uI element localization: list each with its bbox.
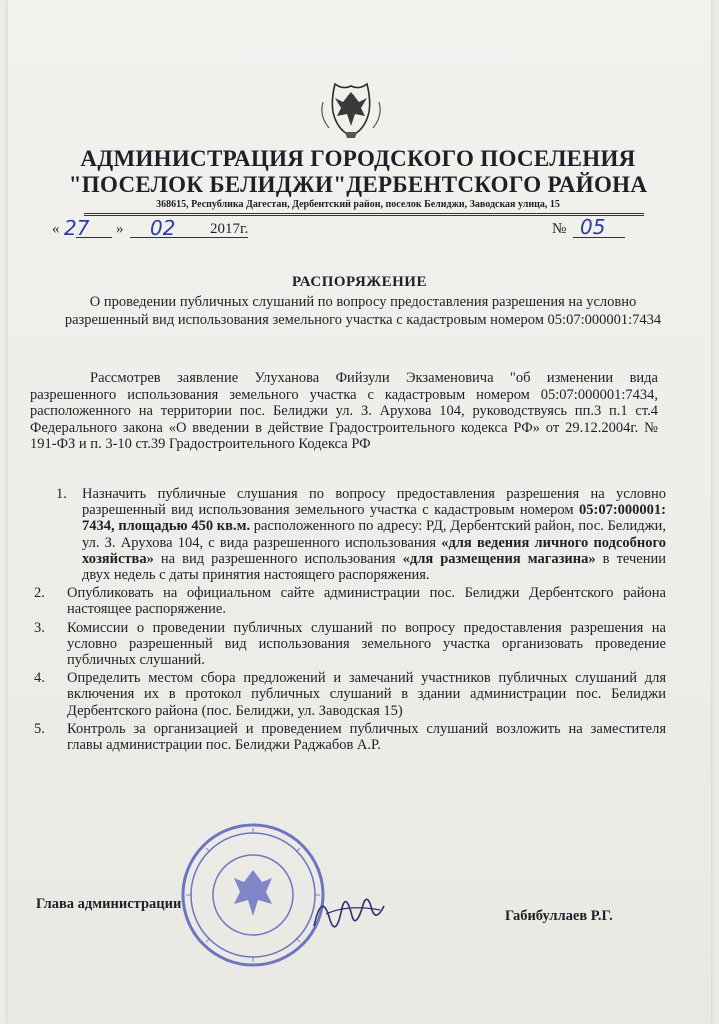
item-number: 1. <box>56 486 67 502</box>
organization-address: 368615, Республика Дагестан, Дербентский район, поселок Белиджи, Заводская улица, 15 <box>156 199 560 210</box>
item-text: Комиссии о проведении публичных слушаний по вопросу предоставления разрешения на условно разрешенный вид использования земельного участка организовать проведение публичных слушаний. <box>67 619 666 669</box>
header-rule <box>84 213 644 214</box>
item-text-part: на вид разрешенного использования <box>153 550 403 567</box>
date-day: 27 <box>64 216 90 240</box>
date-day-underline <box>76 237 112 238</box>
item-text: Контроль за организацией и проведением публичных слушаний возложить на заместителя главы администрации пос. Белиджи Раджабов А.Р. <box>67 720 666 754</box>
coat-of-arms-icon <box>315 72 387 142</box>
signatory-name: Габибуллаев Р.Г. <box>505 908 613 924</box>
list-item <box>34 721 666 753</box>
handwritten-signature <box>308 880 388 940</box>
current-use-type: «для ведения личного подсобного хозяйства» <box>82 534 666 567</box>
item-text-part: в течении двух недель с даты принятия настоящего распоряжения. <box>82 550 666 584</box>
item-number: 4. <box>34 670 45 687</box>
item-text-part: расположенного по адресу: РД, Дербентский район, пос. Белиджи, ул. З. Арухова 104, с вида разрешенного использования <box>82 518 666 551</box>
list-item <box>34 585 666 617</box>
item-text-part: Назначить публичные слушания по вопросу предоставления разрешения на условно разрешенный вид использования земельного участка с кадастровым номером <box>82 486 666 519</box>
number-label: № <box>552 221 567 237</box>
date-year: 2017г. <box>210 221 249 237</box>
document-title: РАСПОРЯЖЕНИЕ <box>292 274 427 290</box>
number-underline <box>573 237 625 238</box>
document-page <box>8 0 711 1024</box>
item-number: 5. <box>34 720 45 737</box>
item-number: 3. <box>34 619 45 636</box>
date-close-quote: » <box>116 221 124 237</box>
organization-name-line1: АДМИНИСТРАЦИЯ ГОРОДСКОГО ПОСЕЛЕНИЯ <box>80 146 636 171</box>
list-item <box>34 620 666 669</box>
official-seal-stamp-icon <box>178 820 328 970</box>
organization-name-line2: "ПОСЕЛОК БЕЛИДЖИ"ДЕРБЕНТСКОГО РАЙОНА <box>68 172 648 197</box>
preamble-paragraph: Рассмотрев заявление Улуханова Фийзули Экзаменовича "об изменении вида разрешенного использования земельного участка с кадастровым номером 05:07:000001:7434, расположенного на территории пос. Белиджи ул. З. Арухова 104, руководствуясь пп.3 п.1 ст.4 Федерального закона «О введении в действие Градостроительного кодекса РФ» от 29.12.2004г. № 191-ФЗ и п. 3-10 ст.39 Градостроительного Кодекса РФ <box>30 370 658 452</box>
list-item <box>34 670 666 719</box>
list-item <box>34 486 666 583</box>
item-number: 2. <box>34 585 45 602</box>
order-items-list <box>34 486 666 755</box>
cadastral-number-area: 05:07:000001: 7434, площадью 450 кв.м. <box>82 502 666 535</box>
date-month: 02 <box>150 216 176 240</box>
signatory-title: Глава администрации <box>36 896 182 912</box>
document-number: 05 <box>580 215 606 239</box>
date-number-row <box>52 215 632 247</box>
requested-use-type: «для размещения магазина» <box>402 550 596 567</box>
date-open-quote: « <box>52 221 60 237</box>
item-text: Опубликовать на официальном сайте администрации пос. Белиджи Дербентского района настоящее распоряжение. <box>67 585 666 618</box>
document-subject: О проведении публичных слушаний по вопросу предоставления разрешения на условно разрешенный вид использования земельного участка с кадастровым номером 05:07:000001:7434 <box>64 294 662 328</box>
item-text: Определить местом сбора предложений и замечаний участников публичных слушаний для включения их в протокол публичных слушаний в здании администрации пос. Белиджи Дербентского района (пос. Белиджи, ул. Заводская 15) <box>67 670 666 719</box>
